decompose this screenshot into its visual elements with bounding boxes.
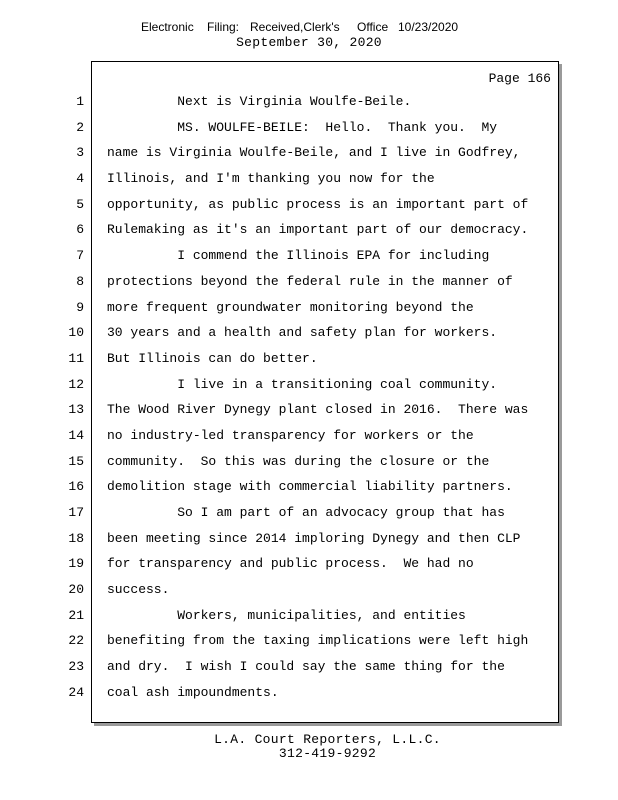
hearing-date: September 30, 2020 — [236, 35, 382, 50]
line-text: been meeting since 2014 imploring Dynegy and then CLP — [107, 530, 521, 546]
transcript-line — [0, 577, 618, 603]
line-text: 30 years and a health and safety plan for workers. — [107, 325, 498, 341]
line-text: coal ash impoundments. — [107, 684, 279, 700]
filing-stamp-received: Received,Clerk's — [250, 20, 340, 34]
transcript-body — [0, 89, 618, 706]
transcript-line — [0, 115, 618, 141]
transcript-line — [0, 603, 618, 629]
line-text: I commend the Illinois EPA for including — [107, 248, 490, 264]
line-text: benefiting from the taxing implications were left high — [107, 633, 529, 649]
line-number: 22 — [68, 633, 84, 649]
line-text: But Illinois can do better. — [107, 350, 318, 366]
transcript-line — [0, 628, 618, 654]
transcript-line — [0, 397, 618, 423]
line-text: opportunity, as public process is an important part of — [107, 196, 529, 212]
line-text: protections beyond the federal rule in the manner of — [107, 273, 513, 289]
court-reporter-phone: 312-419-9292 — [278, 746, 377, 761]
transcript-line — [0, 474, 618, 500]
page-number: Page 166 — [488, 71, 551, 86]
line-number: 8 — [76, 273, 84, 289]
line-number: 13 — [68, 402, 84, 418]
line-number: 6 — [76, 222, 84, 238]
line-number: 16 — [68, 479, 84, 495]
transcript-line — [0, 295, 618, 321]
line-text: The Wood River Dynegy plant closed in 2016. There was — [107, 402, 529, 418]
line-text: more frequent groundwater monitoring beyond the — [107, 299, 474, 315]
court-reporter-firm: L.A. Court Reporters, L.L.C. — [214, 732, 441, 747]
line-number: 5 — [76, 196, 84, 212]
line-number: 11 — [68, 350, 84, 366]
line-text: Workers, municipalities, and entities — [107, 607, 466, 623]
transcript-line — [0, 551, 618, 577]
line-number: 18 — [68, 530, 84, 546]
line-text: I live in a transitioning coal community. — [107, 376, 498, 392]
transcript-line — [0, 166, 618, 192]
transcript-line — [0, 500, 618, 526]
line-number: 9 — [76, 299, 84, 315]
line-number: 17 — [68, 505, 84, 520]
line-number: 4 — [76, 171, 84, 187]
line-number: 15 — [68, 453, 84, 469]
line-text: success. — [107, 582, 170, 598]
line-text: community. So this was during the closure or the — [107, 453, 490, 469]
transcript-line — [0, 526, 618, 552]
line-text: no industry-led transparency for workers or the — [107, 427, 474, 443]
line-number: 7 — [76, 248, 84, 264]
line-number: 24 — [68, 684, 84, 700]
line-number: 3 — [76, 145, 84, 161]
line-text: and dry. I wish I could say the same thing for the — [107, 659, 505, 675]
line-number: 14 — [68, 427, 84, 443]
line-text: MS. WOULFE-BEILE: Hello. Thank you. My — [107, 119, 498, 135]
line-text: name is Virginia Woulfe-Beile, and I live in Godfrey, — [107, 145, 521, 161]
line-number: 10 — [68, 325, 84, 341]
filing-stamp-filing: Filing: — [207, 20, 240, 34]
transcript-line — [0, 140, 618, 166]
transcript-line — [0, 192, 618, 218]
line-text: Next is Virginia Woulfe-Beile. — [107, 94, 412, 109]
transcript-line — [0, 269, 618, 295]
line-number: 1 — [76, 94, 84, 109]
transcript-line — [0, 320, 618, 346]
filing-stamp-date: 10/23/2020 — [398, 20, 459, 34]
transcript-line — [0, 217, 618, 243]
line-text: demolition stage with commercial liability partners. — [107, 479, 513, 495]
transcript-line — [0, 346, 618, 372]
line-text: Rulemaking as it's an important part of our democracy. — [107, 222, 529, 238]
filing-stamp-office: Office — [357, 20, 389, 34]
line-number: 20 — [68, 582, 84, 598]
transcript-line — [0, 449, 618, 475]
transcript-line — [0, 423, 618, 449]
transcript-line — [0, 89, 618, 115]
line-text: So I am part of an advocacy group that has — [107, 505, 505, 520]
line-number: 23 — [68, 659, 84, 675]
line-number: 21 — [68, 607, 84, 623]
transcript-line — [0, 372, 618, 398]
line-number: 12 — [68, 376, 84, 392]
line-text: for transparency and public process. We had no — [107, 556, 474, 572]
filing-stamp-electronic: Electronic — [141, 20, 194, 34]
transcript-line — [0, 243, 618, 269]
line-number: 2 — [76, 119, 84, 135]
line-number: 19 — [68, 556, 84, 572]
line-text: Illinois, and I'm thanking you now for the — [107, 171, 435, 187]
transcript-line — [0, 654, 618, 680]
transcript-line — [0, 680, 618, 706]
